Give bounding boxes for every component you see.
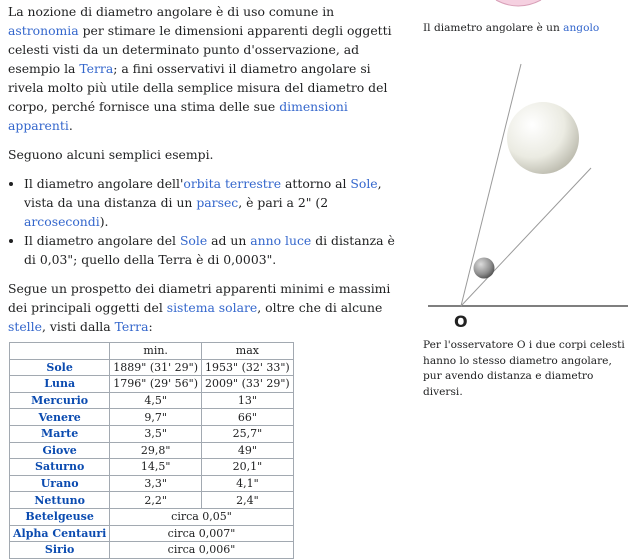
bullet2-text-1: Il diametro angolare del [24, 233, 180, 248]
min-cell: 9,7" [110, 409, 202, 426]
row-header[interactable]: Nettuno [10, 492, 110, 509]
max-cell: 66" [202, 409, 294, 426]
max-cell: 2,4" [202, 492, 294, 509]
column-header [10, 343, 110, 360]
min-cell: 29,8" [110, 442, 202, 459]
row-header[interactable]: Betelgeuse [10, 508, 110, 525]
table-row [10, 459, 294, 476]
max-cell: 49" [202, 442, 294, 459]
planet-rows [10, 359, 294, 508]
value-cell: circa 0,05" [110, 508, 293, 525]
bullet1-text-5: ). [99, 214, 109, 229]
observer-label: O [454, 312, 468, 331]
list-item [24, 231, 408, 269]
min-cell: 4,5" [110, 392, 202, 409]
row-header[interactable]: Venere [10, 409, 110, 426]
figure-observer-image [423, 60, 633, 335]
min-cell: 3,3" [110, 475, 202, 492]
table-header-row [10, 343, 294, 360]
figure-caption-text: Il diametro angolare è un [423, 22, 564, 34]
link-anno-luce[interactable]: anno luce [250, 233, 312, 248]
intro-text-1: La nozione di diametro angolare è di uso comune in [8, 4, 335, 19]
table-row [10, 359, 294, 376]
figure-angular-diameter [423, 0, 633, 34]
figure-observer [423, 60, 633, 398]
link-orbita-terrestre[interactable]: orbita terrestre [183, 176, 282, 191]
row-header[interactable]: Sole [10, 359, 110, 376]
figure-observer-caption: Per l'osservatore O i due corpi celesti hanno lo stesso diametro angolare, pur avendo distanza e diametro diversi. [423, 339, 625, 398]
intro-paragraph [8, 2, 408, 135]
figure-caption [423, 22, 599, 34]
examples-list [8, 174, 408, 269]
column-header-min: min. [110, 343, 202, 360]
link-astronomia[interactable]: astronomia [8, 23, 79, 38]
max-cell: 4,1" [202, 475, 294, 492]
bullet1-text-3: , vista da una distanza di un [24, 176, 382, 210]
row-header[interactable]: Mercurio [10, 392, 110, 409]
large-body-icon [507, 102, 579, 174]
bullet2-text-2: ad un [207, 233, 251, 248]
table-intro-text-2: , oltre che di alcune [257, 300, 383, 315]
link-dimensioni-apparenti[interactable]: dimensioni apparenti [8, 99, 348, 133]
min-cell: 1889" (31' 29") [110, 359, 202, 376]
row-header[interactable]: Luna [10, 376, 110, 393]
link-angolo[interactable]: angolo [563, 22, 600, 34]
table-intro-text-3: , visti dalla [41, 319, 115, 334]
link-terra[interactable]: Terra [79, 61, 114, 76]
min-cell: 2,2" [110, 492, 202, 509]
row-header[interactable]: Urano [10, 475, 110, 492]
bullet1-text-1: Il diametro angolare dell' [24, 176, 184, 191]
link-terra-2[interactable]: Terra [114, 319, 149, 334]
table-row [10, 376, 294, 393]
table-row [10, 508, 294, 525]
article-body [8, 2, 408, 559]
row-header[interactable]: Alpha Centauri [10, 525, 110, 542]
bullet1-text-2: attorno al [281, 176, 351, 191]
row-header[interactable]: Marte [10, 425, 110, 442]
link-sole-2[interactable]: Sole [179, 233, 208, 248]
bullet2-text-3: di distanza è di 0,03"; quello della Terra è di 0,0003". [24, 233, 395, 267]
star-rows [10, 508, 294, 558]
sightline-lower [461, 168, 591, 306]
table-row [10, 475, 294, 492]
row-header[interactable]: Sirio [10, 542, 110, 559]
diameters-table [9, 342, 294, 559]
examples-intro: Seguono alcuni semplici esempi. [8, 147, 214, 162]
table-intro-text-1: Segue un prospetto dei diametri apparenti minimi e massimi dei principali oggetti del [8, 281, 391, 315]
min-cell: 1796" (29' 56") [110, 376, 202, 393]
intro-text-3: ; a fini osservativi il diametro angolare si rivela molto più utile della semplice misura del diametro del corpo, perché fornisce una stima delle sue [8, 61, 388, 114]
table-row [10, 425, 294, 442]
bullet1-text-4: , è pari a 2" (2 [238, 195, 329, 210]
row-header[interactable]: Saturno [10, 459, 110, 476]
table-row [10, 392, 294, 409]
max-cell: 25,7" [202, 425, 294, 442]
list-item [24, 174, 408, 231]
min-cell: 3,5" [110, 425, 202, 442]
row-header[interactable]: Giove [10, 442, 110, 459]
small-body-icon [474, 258, 495, 279]
table-intro-text-4: : [148, 319, 153, 334]
max-cell: 20,1" [202, 459, 294, 476]
link-arcosecondi[interactable]: arcosecondi [24, 214, 100, 229]
link-stelle[interactable]: stelle [8, 319, 42, 334]
figure-angle-image [423, 0, 633, 20]
table-row [10, 542, 294, 559]
value-cell: circa 0,007" [110, 525, 293, 542]
max-cell: 1953" (32' 33") [202, 359, 294, 376]
min-cell: 14,5" [110, 459, 202, 476]
table-row [10, 492, 294, 509]
intro-text-2: per stimare le dimensioni apparenti degli oggetti celesti visti da un determinato punto d'osservazione, ad esempio la [8, 23, 392, 76]
table-row [10, 442, 294, 459]
link-sistema-solare[interactable]: sistema solare [166, 300, 258, 315]
link-parsec[interactable]: parsec [196, 195, 239, 210]
table-intro [8, 279, 408, 336]
table-row [10, 525, 294, 542]
column-header-max: max [202, 343, 294, 360]
max-cell: 13" [202, 392, 294, 409]
link-sole[interactable]: Sole [350, 176, 378, 191]
table-row [10, 409, 294, 426]
max-cell: 2009" (33' 29") [202, 376, 294, 393]
value-cell: circa 0,006" [110, 542, 293, 559]
intro-text-4: . [68, 118, 73, 133]
